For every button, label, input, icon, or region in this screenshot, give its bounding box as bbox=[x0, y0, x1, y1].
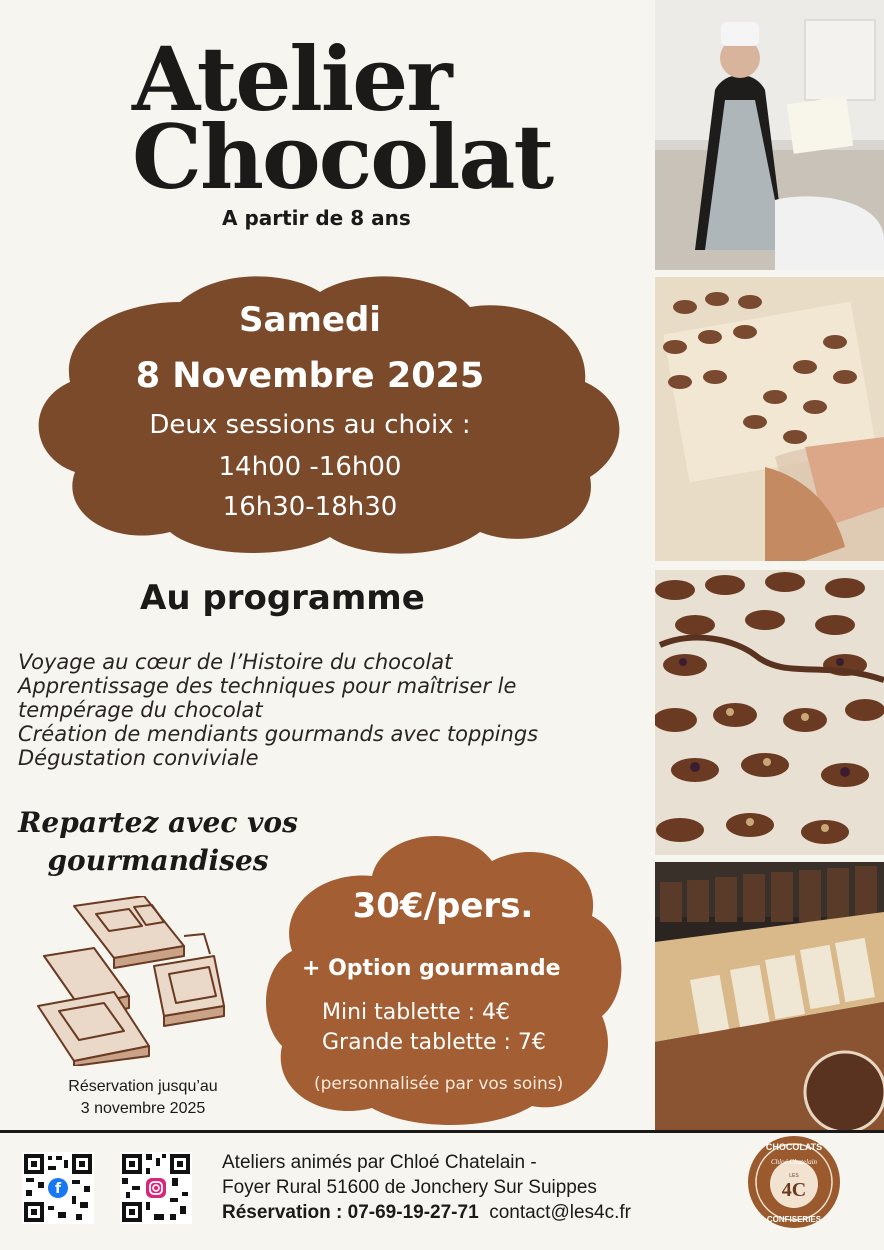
sessions-label: Deux sessions au choix : bbox=[149, 410, 471, 440]
session-1-time: 14h00 -16h00 bbox=[218, 452, 402, 482]
program-item: Voyage au cœur de l’Histoire du chocolat bbox=[18, 650, 453, 674]
les-4c-logo bbox=[746, 1134, 842, 1230]
logo-name: Chloé Chatelain bbox=[770, 1158, 818, 1166]
photo-mendiants bbox=[655, 570, 884, 855]
footer-contact bbox=[222, 1200, 631, 1225]
program-item: Apprentissage des techniques pour maîtriser le bbox=[18, 674, 517, 698]
logo-mark: 4C bbox=[781, 1179, 807, 1201]
logo-top-text: CHOCOLATS bbox=[765, 1142, 823, 1152]
instagram-qr-code[interactable] bbox=[120, 1152, 192, 1224]
program-list bbox=[18, 650, 643, 770]
svg-text:f: f bbox=[54, 1181, 62, 1197]
program-item: Dégustation conviviale bbox=[18, 746, 259, 770]
title-line-2: Chocolat bbox=[132, 105, 553, 209]
option-title: + Option gourmande bbox=[302, 956, 561, 981]
chocolate-bars-illustration bbox=[34, 896, 230, 1066]
price: 30€/pers. bbox=[352, 886, 534, 926]
event-date: 8 Novembre 2025 bbox=[135, 356, 485, 396]
photo-chocolate-tempering bbox=[655, 277, 884, 561]
option-grande-tablette: Grande tablette : 7€ bbox=[322, 1030, 546, 1055]
takeaway-line-1: Repartez avec vos bbox=[18, 806, 298, 839]
program-item: Création de mendiants gourmands avec toppings bbox=[18, 722, 539, 746]
footer-location: Foyer Rural 51600 de Jonchery Sur Suippes bbox=[222, 1177, 597, 1198]
reservation-deadline-line-1: Réservation jusqu’au bbox=[68, 1078, 218, 1095]
page-title bbox=[132, 27, 553, 209]
reservation-deadline bbox=[30, 1076, 256, 1120]
footer-host: Ateliers animés par Chloé Chatelain - bbox=[222, 1152, 537, 1173]
footer-info bbox=[222, 1150, 631, 1225]
age-subtitle: A partir de 8 ans bbox=[222, 206, 411, 230]
takeaway-heading bbox=[18, 804, 298, 880]
footer-divider bbox=[0, 1130, 884, 1133]
logo-bottom-text: CONFISERIES bbox=[766, 1215, 822, 1224]
reservation-deadline-line-2: 3 novembre 2025 bbox=[80, 1100, 206, 1117]
contact-email[interactable]: contact@les4c.fr bbox=[489, 1202, 631, 1223]
photo-instructor bbox=[655, 0, 884, 270]
option-mini-tablette: Mini tablette : 4€ bbox=[322, 1000, 511, 1025]
facebook-icon bbox=[48, 1178, 68, 1198]
instagram-icon bbox=[146, 1178, 166, 1198]
takeaway-line-2: gourmandises bbox=[47, 844, 269, 877]
program-title: Au programme bbox=[140, 578, 425, 618]
title-line-1: Atelier bbox=[132, 27, 451, 131]
photo-shop-display bbox=[655, 862, 884, 1130]
reservation-phone[interactable]: Réservation : 07-69-19-27-71 bbox=[222, 1202, 479, 1223]
logo-les: LES bbox=[789, 1173, 799, 1179]
event-day: Samedi bbox=[239, 300, 381, 340]
option-note: (personnalisée par vos soins) bbox=[314, 1074, 564, 1094]
program-item: tempérage du chocolat bbox=[18, 698, 263, 722]
session-2-time: 16h30-18h30 bbox=[222, 492, 398, 522]
facebook-qr-code[interactable] bbox=[22, 1152, 94, 1224]
